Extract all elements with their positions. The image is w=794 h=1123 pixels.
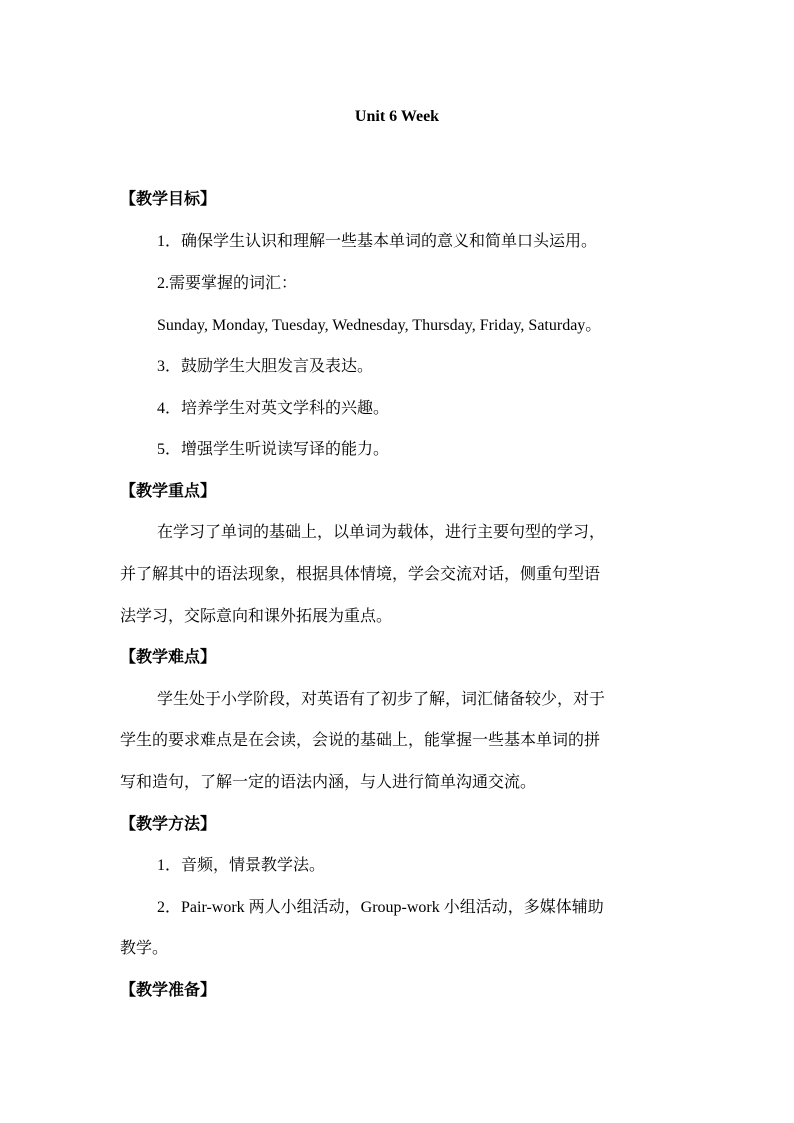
heading-difficulties: 【教学难点】 [120,649,217,666]
objective-item-4: 4．培养学生对英文学科的兴趣。 [157,400,390,417]
key-points-line-3: 法学习，交际意向和课外拓展为重点。 [120,608,393,625]
objective-item-1: 1．确保学生认识和理解一些基本单词的意义和简单口头运用。 [157,233,598,250]
vocabulary-list: Sunday, Monday, Tuesday, Wednesday, Thursday, Friday, Saturday。 [157,317,602,334]
difficulties-line-3: 写和造句，了解一定的语法内涵，与人进行简单沟通交流。 [120,774,537,791]
document-title: Unit 6 Week [354,108,440,125]
key-points-line-1: 在学习了单词的基础上，以单词为载体，进行主要句型的学习， [157,524,606,541]
methods-line-3: 教学。 [120,940,169,957]
objective-item-3: 3．鼓励学生大胆发言及表达。 [157,358,374,375]
methods-line-1: 1．音频，情景教学法。 [157,857,326,874]
objective-item-5: 5．增强学生听说读写译的能力。 [157,441,390,458]
difficulties-line-1: 学生处于小学阶段，对英语有了初步了解，词汇储备较少，对于 [157,691,606,708]
heading-preparation: 【教学准备】 [120,982,217,999]
heading-methods: 【教学方法】 [120,816,217,833]
difficulties-line-2: 学生的要求难点是在会读，会说的基础上，能掌握一些基本单词的拼 [120,732,601,749]
objective-item-2: 2.需要掌握的词汇： [157,275,298,292]
heading-objectives: 【教学目标】 [120,191,217,208]
key-points-line-2: 并了解其中的语法现象，根据具体情境，学会交流对话，侧重句型语 [120,566,601,583]
methods-line-2: 2．Pair-work 两人小组活动，Group-work 小组活动，多媒体辅助 [157,899,604,916]
heading-key-points: 【教学重点】 [120,483,217,500]
